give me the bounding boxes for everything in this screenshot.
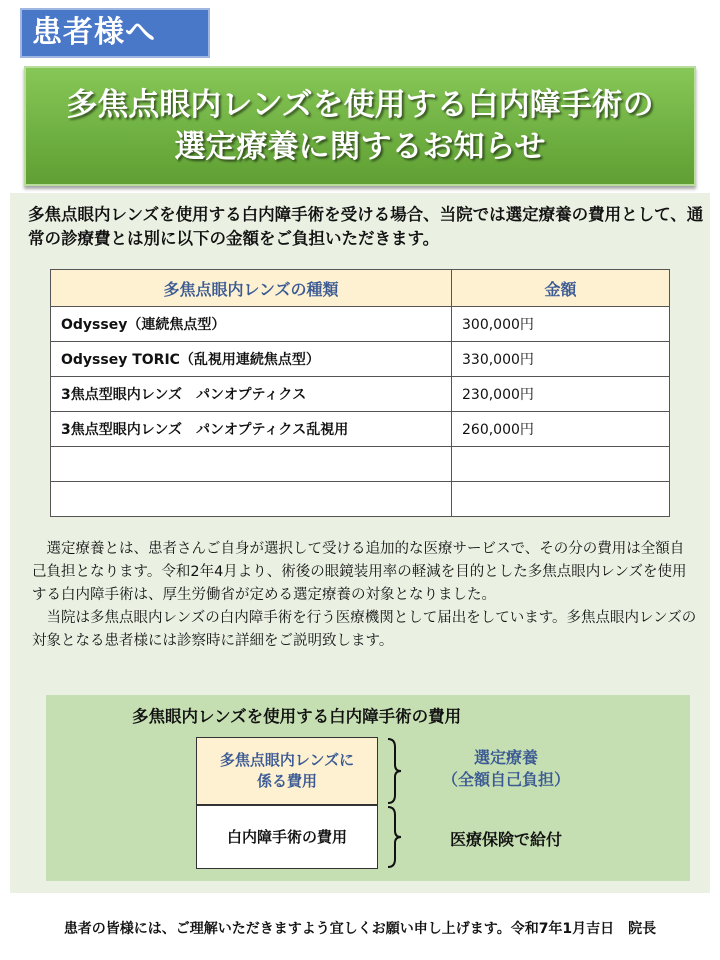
lens-name-cell	[51, 482, 452, 517]
selected-treatment-line2: （全額自己負担）	[441, 770, 570, 789]
right-brace-icon	[386, 737, 404, 805]
patient-notice-badge: 患者様へ	[20, 8, 210, 58]
lens-fee-table	[50, 269, 670, 517]
lens-name-cell: Odyssey TORIC（乱視用連続焦点型）	[51, 342, 452, 377]
table-row	[51, 412, 670, 447]
intro-text: 多焦点眼内レンズを使用する白内障手術を受ける場合、当院では選定療養の費用として、通常の診療費とは別に以下の金額をご負担いただきます。	[28, 205, 704, 248]
lens-cost-cell	[196, 737, 378, 805]
insurance-label: 医療保険で給付	[449, 830, 562, 849]
price-cell	[452, 482, 670, 517]
price-header: 金額	[452, 270, 670, 307]
notice-title-banner	[24, 66, 696, 186]
explanation-paragraph-2: 当院は多焦点眼内レンズの白内障手術を行う医療機関として届出をしています。多焦点眼内レンズの対象となる患者様には診察時に詳細をご説明致します。	[32, 610, 697, 649]
explanation-text	[32, 538, 698, 653]
price-cell: 300,000円	[452, 307, 670, 342]
table-row	[51, 307, 670, 342]
lens-cost-label-line1: 多焦点眼内レンズに	[219, 751, 355, 769]
lens-name-cell: 3焦点型眼内レンズ パンオプティクス	[51, 377, 452, 412]
title-line-1: 多焦点眼内レンズを使用する白内障手術の	[66, 87, 654, 123]
footer-note: 患者の皆様には、ご理解いただきますよう宜しくお願い申し上げます。令和7年1月吉日 院長	[63, 921, 657, 937]
price-cell: 330,000円	[452, 342, 670, 377]
lens-name-cell	[51, 447, 452, 482]
lens-name-cell: Odyssey（連続焦点型）	[51, 307, 452, 342]
cost-breakdown-box	[46, 695, 690, 881]
content-panel	[10, 193, 710, 893]
table-row-empty	[51, 447, 670, 482]
selected-treatment-label	[406, 747, 606, 791]
table-header-row	[51, 270, 670, 307]
price-cell: 260,000円	[452, 412, 670, 447]
surgery-cost-label: 白内障手術の費用	[226, 827, 347, 846]
lens-cost-label-line2: 係る費用	[256, 772, 317, 790]
right-brace-icon	[386, 805, 404, 869]
title-line-2: 選定療養に関するお知らせ	[174, 129, 546, 165]
cost-breakdown-title: 多焦眼内レンズを使用する白内障手術の費用	[132, 707, 462, 726]
lens-type-header: 多焦点眼内レンズの種類	[51, 270, 452, 307]
price-cell: 230,000円	[452, 377, 670, 412]
surgery-cost-cell	[196, 805, 378, 869]
table-row-empty	[51, 482, 670, 517]
price-cell	[452, 447, 670, 482]
lens-name-cell: 3焦点型眼内レンズ パンオプティクス乱視用	[51, 412, 452, 447]
selected-treatment-line1: 選定療養	[473, 748, 538, 767]
table-row	[51, 377, 670, 412]
explanation-paragraph-1: 選定療養とは、患者さんご自身が選択して受ける追加的な医療サービスで、その分の費用は全額自己負担となります。令和2年4月より、術後の眼鏡装用率の軽減を目的とした多焦点眼内レンズを使用する白内障手術は、厚生労働省が定める選定療養の対象となりました。	[32, 541, 687, 603]
table-row	[51, 342, 670, 377]
